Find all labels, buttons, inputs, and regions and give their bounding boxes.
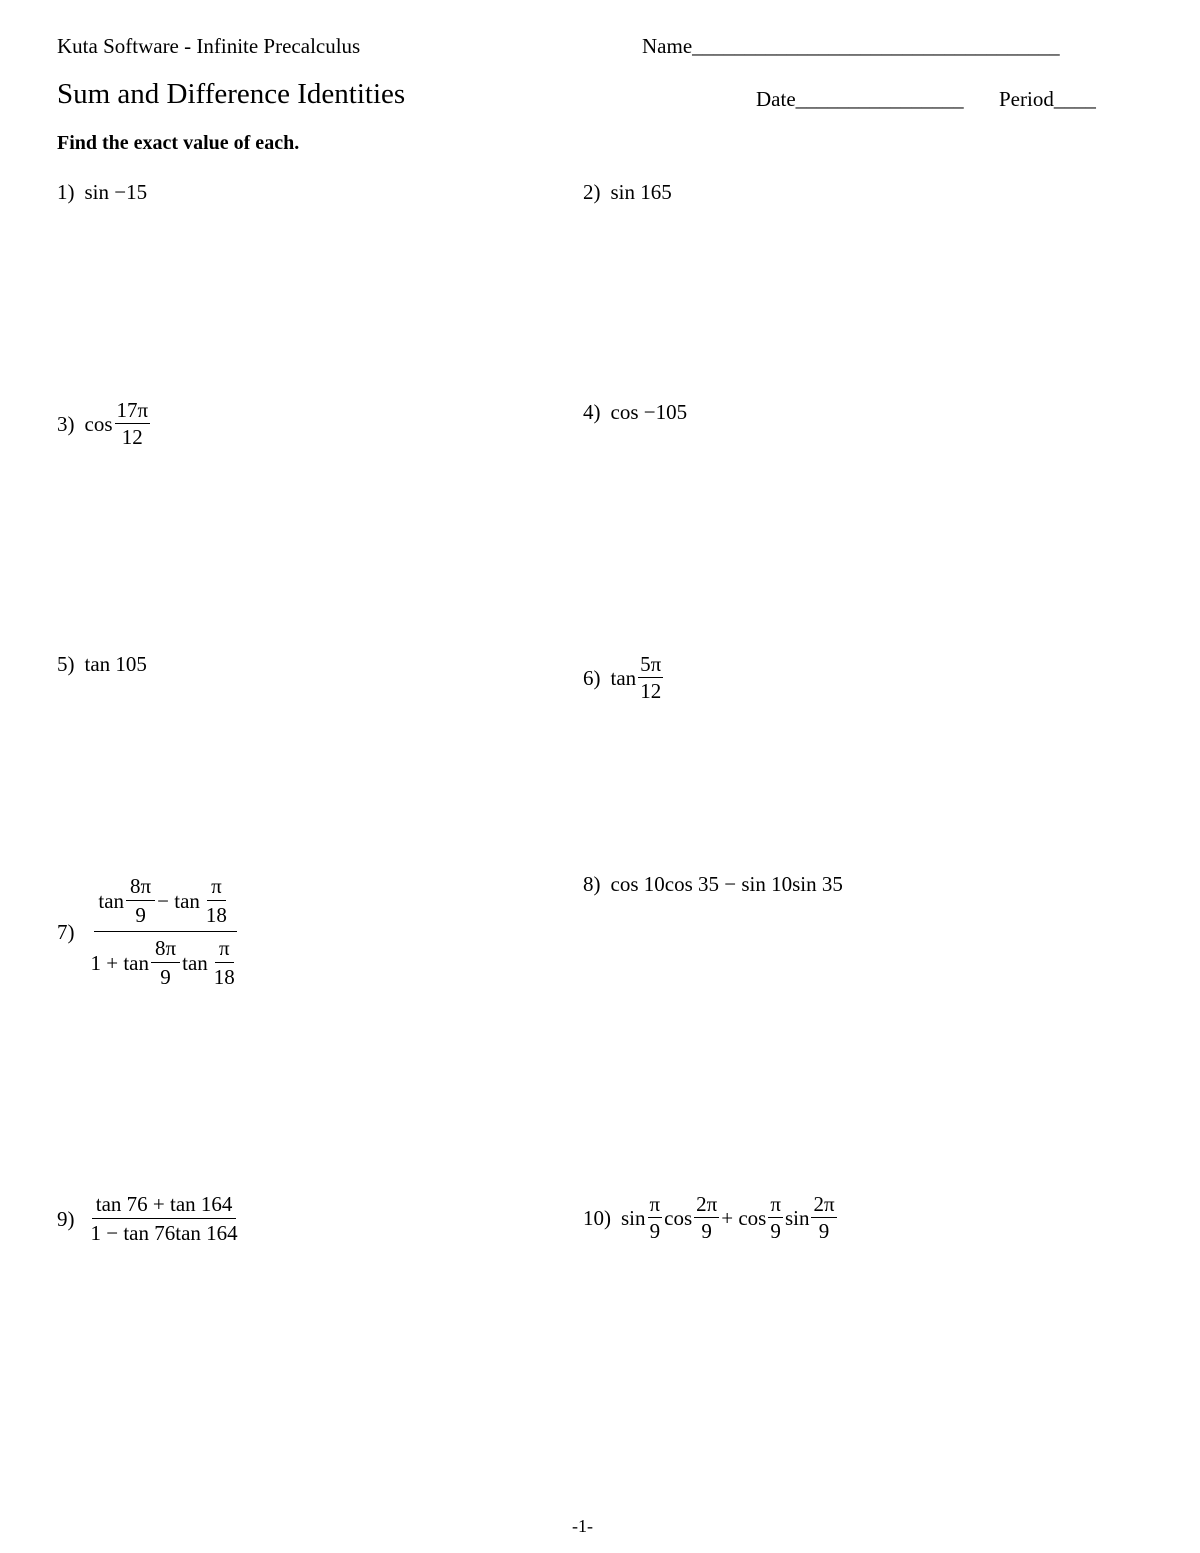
problem-number: 6) bbox=[583, 665, 601, 690]
plus-sign: + bbox=[721, 1205, 734, 1230]
compound-fraction bbox=[87, 870, 245, 993]
problem-2 bbox=[583, 180, 672, 204]
problem-10 bbox=[583, 1192, 839, 1243]
fraction-numerator: 5π bbox=[640, 652, 662, 676]
date-field[interactable]: Date________________ bbox=[756, 87, 964, 111]
fraction-numerator: π bbox=[215, 934, 234, 963]
problem-number: 9) bbox=[57, 1206, 75, 1231]
tan-text: tan bbox=[174, 888, 200, 913]
fraction-numerator: 8π bbox=[126, 872, 155, 901]
one-plus-text: 1 + bbox=[90, 950, 119, 975]
problem-6 bbox=[583, 652, 665, 703]
software-name: Kuta Software - Infinite Precalculus bbox=[57, 34, 361, 58]
problem-func: cos bbox=[610, 400, 639, 424]
fraction-numerator: 2π bbox=[696, 1192, 718, 1216]
fraction bbox=[694, 1192, 719, 1243]
problem-func: cos bbox=[84, 411, 113, 436]
fraction-denominator: 18 bbox=[213, 965, 235, 989]
fraction-denominator: 9 bbox=[135, 903, 146, 927]
problem-1 bbox=[57, 180, 147, 204]
problem-expression: cos 10cos 35 − sin 10sin 35 bbox=[610, 872, 843, 896]
problem-5 bbox=[57, 652, 147, 676]
fraction bbox=[126, 872, 155, 929]
fraction-numerator: π bbox=[207, 872, 226, 901]
fraction-numerator: 2π bbox=[813, 1192, 835, 1216]
problem-func: tan bbox=[610, 665, 637, 690]
problem-number: 8) bbox=[583, 872, 601, 896]
fraction-denominator: 9 bbox=[701, 1219, 712, 1243]
sin-text: sin bbox=[621, 1205, 646, 1230]
fraction-denominator: 12 bbox=[121, 425, 143, 449]
problem-arg: −15 bbox=[114, 180, 148, 204]
sin-text: sin bbox=[784, 1205, 810, 1230]
problem-arg: −105 bbox=[643, 400, 688, 424]
fraction bbox=[210, 934, 239, 991]
fraction-numerator: 8π bbox=[151, 934, 180, 963]
compound-numerator bbox=[94, 870, 237, 932]
problem-func: sin bbox=[84, 180, 110, 204]
fraction bbox=[115, 398, 151, 449]
problem-8 bbox=[583, 872, 843, 896]
fraction-denominator: 9 bbox=[818, 1219, 830, 1243]
fraction bbox=[768, 1192, 783, 1243]
worksheet-title: Sum and Difference Identities bbox=[57, 78, 406, 110]
fraction-numerator: π bbox=[770, 1192, 781, 1216]
tan-text: tan bbox=[123, 950, 149, 975]
fraction bbox=[811, 1192, 836, 1243]
problem-number: 2) bbox=[583, 180, 601, 204]
problem-9 bbox=[57, 1190, 244, 1247]
problem-3 bbox=[57, 398, 152, 449]
cos-text: cos bbox=[664, 1205, 693, 1230]
problem-func: tan bbox=[84, 652, 111, 676]
problem-number: 5) bbox=[57, 652, 75, 676]
fraction bbox=[202, 872, 231, 929]
page-number: -1- bbox=[572, 1516, 593, 1536]
problem-arg: 105 bbox=[115, 652, 147, 676]
fraction-denominator: 1 − tan 76tan 164 bbox=[90, 1221, 238, 1245]
problem-number: 7) bbox=[57, 919, 75, 944]
problem-7 bbox=[57, 870, 247, 993]
fraction-denominator: 9 bbox=[649, 1219, 661, 1243]
fraction-denominator: 9 bbox=[160, 965, 171, 989]
tan-text: tan bbox=[98, 888, 125, 913]
name-field[interactable]: Name___________________________________ bbox=[642, 34, 1060, 58]
cos-text: cos bbox=[738, 1205, 767, 1230]
problem-number: 4) bbox=[583, 400, 601, 424]
problem-number: 10) bbox=[583, 1205, 611, 1230]
period-field[interactable]: Period____ bbox=[999, 87, 1096, 111]
fraction bbox=[87, 1190, 242, 1247]
fraction-numerator: 17π bbox=[116, 398, 149, 422]
compound-denominator bbox=[87, 932, 245, 993]
problem-4 bbox=[583, 400, 687, 424]
fraction bbox=[638, 652, 663, 703]
problem-number: 1) bbox=[57, 180, 75, 204]
problem-arg: 165 bbox=[640, 180, 672, 204]
fraction-denominator: 18 bbox=[205, 903, 227, 927]
tan-text: tan bbox=[182, 950, 208, 975]
fraction bbox=[151, 934, 180, 991]
fraction-numerator: π bbox=[649, 1192, 661, 1216]
problem-number: 3) bbox=[57, 411, 75, 436]
instructions: Find the exact value of each. bbox=[57, 132, 300, 154]
fraction bbox=[648, 1192, 663, 1243]
fraction-denominator: 12 bbox=[640, 679, 662, 703]
fraction-numerator: tan 76 + tan 164 bbox=[92, 1190, 237, 1219]
problem-func: sin bbox=[610, 180, 636, 204]
fraction-denominator: 9 bbox=[770, 1219, 781, 1243]
minus-sign: − bbox=[157, 888, 169, 913]
